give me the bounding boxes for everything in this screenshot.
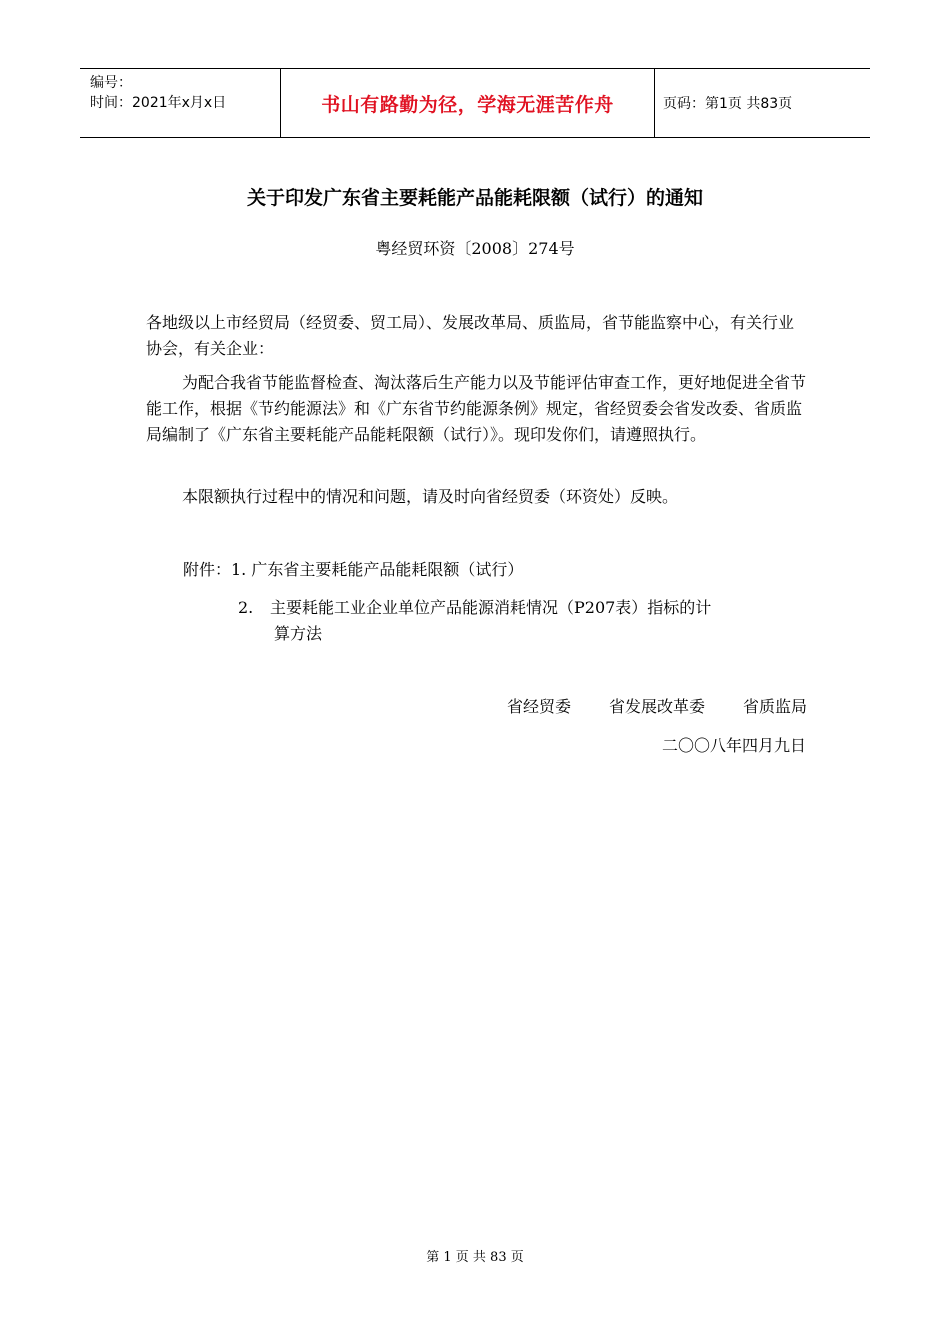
attachment-2 xyxy=(238,595,798,647)
attachment-1: 附件：1. 广东省主要耗能产品能耗限额（试行） xyxy=(183,560,524,579)
attachment-2-line1: 主要耗能工业企业单位产品能源消耗情况（P207表）指标的计 xyxy=(270,598,712,617)
page-footer: 第 1 页 共 83 页 xyxy=(426,1250,524,1265)
signers xyxy=(507,694,807,717)
slogan: 书山有路勤为径，学海无涯苦作舟 xyxy=(321,93,614,116)
page-label: 页码：第1页 共83页 xyxy=(663,96,793,112)
document-title: 关于印发广东省主要耗能产品能耗限额（试行）的通知 xyxy=(246,187,703,209)
header-page-cell xyxy=(655,69,870,137)
header-slogan-cell xyxy=(281,69,655,137)
page-header xyxy=(80,68,870,138)
addressee: 各地级以上市经贸局（经贸委、贸工局）、发展改革局、质监局，省节能监察中心，有关行业协会，有关企业： xyxy=(146,313,795,358)
header-meta xyxy=(80,69,281,137)
time-label: 时间：2021年x月x日 xyxy=(90,95,227,111)
attachment-2-line2: 算方法 xyxy=(274,624,323,643)
attachment-2-number: 2. xyxy=(238,598,254,617)
paragraph-1: 为配合我省节能监督检查、淘汰落后生产能力以及节能评估审查工作，更好地促进全省节能工作，根据《节约能源法》和《广东省节约能源条例》规定，省经贸委会省发改委、省质监局编制了《广东省主要耗能产品能耗限额（试行）》。现印发你们，请遵照执行。 xyxy=(146,373,807,444)
issue-date: 二〇〇八年四月九日 xyxy=(661,736,806,755)
signer-2: 省发展改革委 xyxy=(608,697,705,716)
signer-1: 省经贸委 xyxy=(506,697,571,716)
signer-3: 省质监局 xyxy=(742,697,807,716)
document-number: 粤经贸环资〔2008〕274号 xyxy=(375,239,575,258)
number-label: 编号： xyxy=(90,75,132,91)
paragraph-2: 本限额执行过程中的情况和问题，请及时向省经贸委（环资处）反映。 xyxy=(182,487,679,506)
